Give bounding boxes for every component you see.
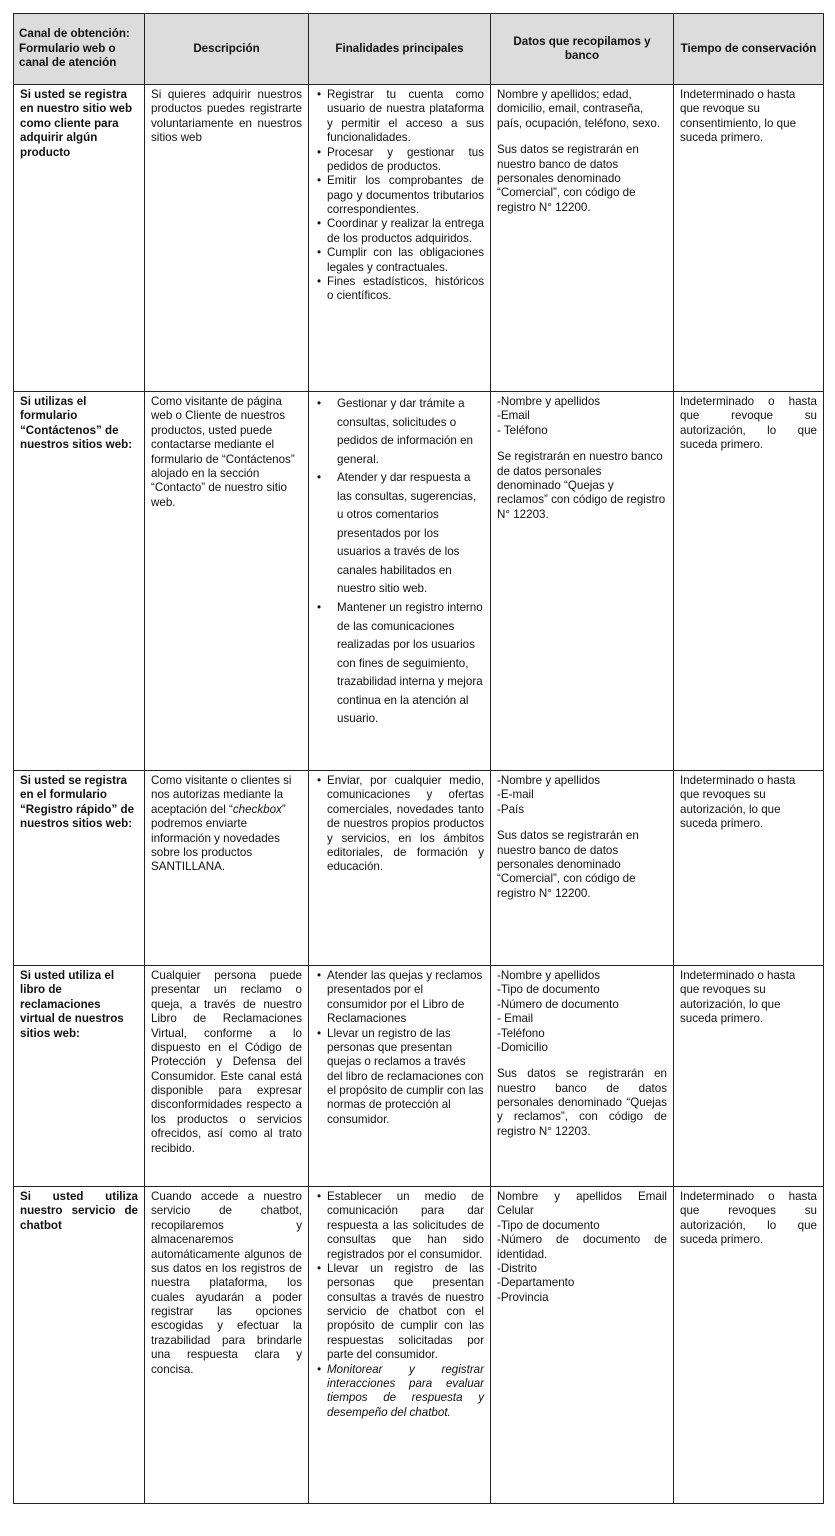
cell-datos [491, 85, 674, 392]
datos-line: Nombre y apellidos Email Celular [497, 1190, 667, 1218]
cell-descripcion: Cuando accede a nuestro servicio de chatbot, recopilaremos y almacenaremos automáticamente algunos de sus datos en los registros de nuestra plataforma, los cuales ayudarán a poder registrar las opciones escogidas y efectuar la trazabilidad para brindarle una respuesta clara y concisa. [145, 1187, 309, 1504]
cell-datos [491, 392, 674, 771]
list-item: • Enviar, por cualquier medio, comunicaciones y ofertas comerciales, novedades tanto de nuestros propios productos y servicios, en los ámbitos editoriales, de formación y educación. [327, 774, 484, 875]
cell-datos [491, 771, 674, 966]
cell-descripcion: Si quieres adquirir nuestros productos puedes registrarte voluntariamente en nuestros sitios web [145, 85, 309, 392]
datos-banco: Sus datos se registrarán en nuestro banco de datos personales denominado “Comercial”, con código de registro N° 12200. [497, 143, 639, 214]
cell-finalidades [309, 966, 491, 1187]
datos-line: -Teléfono [497, 1026, 545, 1040]
cell-tiempo: Indeterminado o hasta que revoques su autorización, lo que suceda primero. [674, 1187, 824, 1504]
table-row [14, 1187, 824, 1504]
cell-datos [491, 1187, 674, 1504]
table-row [14, 771, 824, 966]
finalidades-list [315, 969, 484, 1127]
table-header-row [14, 14, 824, 85]
descripcion-text: Como visitante o clientes si nos autorizas mediante la aceptación del “ [151, 774, 292, 816]
list-item: • Atender las quejas y reclamos presentados por el consumidor por el Libro de Reclamaciones [327, 969, 484, 1027]
list-item: • Mantener un registro interno de las comunicaciones realizadas por los usuarios con fines de seguimiento, trazabilidad interna y mejora continua en la atención al usuario. [337, 599, 484, 729]
datos-banco: Se registrarán en nuestro banco de datos personales denominado “Quejas y reclamos” con código de registro N° 12203. [497, 450, 666, 521]
list-item: • Monitorear y registrar interacciones para evaluar tiempos de respuesta y desempeño del chatbot. [327, 1363, 484, 1421]
header-canal: Canal de obtención: Formulario web o canal de atención [14, 14, 145, 85]
list-item: • Llevar un registro de las personas que presentan quejas o reclamos a través del libro de reclamaciones con el propósito de cumplir con las normas de protección al consumidor. [327, 1027, 484, 1128]
list-item: • Emitir los comprobantes de pago y documentos tributarios correspondientes. [327, 174, 484, 217]
cell-canal: Si usted se registra en nuestro sitio web como cliente para adquirir algún producto [14, 85, 145, 392]
cell-canal: Si utilizas el formulario “Contáctenos” de nuestros sitios web: [14, 392, 145, 771]
header-tiempo: Tiempo de conservación [674, 14, 824, 85]
finalidades-list [315, 774, 484, 875]
datos-banco: Sus datos se registrarán en nuestro banco de datos personales denominado “Quejas y reclamos”, con código de registro N° 12203. [497, 1067, 667, 1138]
list-item: • Establecer un medio de comunicación para dar respuesta a las solicitudes de consultas que han sido registrados por el consumidor. [327, 1190, 484, 1262]
cell-tiempo: Indeterminado o hasta que revoques su autorización, lo que suceda primero. [674, 771, 824, 966]
cell-tiempo: Indeterminado o hasta que revoques su autorización, lo que suceda primero. [674, 966, 824, 1187]
list-item: • Registrar tu cuenta como usuario de nuestra plataforma y permitir el acceso a sus funcionalidades. [327, 88, 484, 146]
datos-line: -Número de documento [497, 997, 619, 1011]
cell-descripcion: Como visitante de página web o Cliente de nuestros productos, usted puede contactarse mediante el formulario de “Contáctenos” alojado en la sección “Contacto” de nuestro sitio web. [145, 392, 309, 771]
list-item: • Cumplir con las obligaciones legales y contractuales. [327, 246, 484, 275]
datos-banco: Sus datos se registrarán en nuestro banco de datos personales denominado “Comercial”, con código de registro N° 12200. [497, 829, 639, 900]
cell-datos [491, 966, 674, 1187]
datos-line: -País [497, 802, 525, 816]
checkbox-term: checkbox [232, 802, 282, 816]
table-row [14, 392, 824, 771]
cell-descripcion [145, 771, 309, 966]
datos-line: -Departamento [497, 1276, 575, 1290]
cell-descripcion: Cualquier persona puede presentar un reclamo o queja, a través de nuestro Libro de Reclamaciones Virtual, conforme a lo dispuesto en el Código de Protección y Defensa del Consumidor. Este canal está disponible para expresar disconformidades respecto a los productos o servicios ofrecidos, así como al trato recibido. [145, 966, 309, 1187]
datos-line: -Distrito [497, 1261, 537, 1275]
datos-line: -Nombre y apellidos [497, 969, 601, 982]
table-row [14, 966, 824, 1187]
list-item: • Fines estadísticos, históricos o científicos. [327, 275, 484, 304]
header-finalidades: Finalidades principales [309, 14, 491, 85]
list-item: • Procesar y gestionar tus pedidos de productos. [327, 146, 484, 175]
datos-line: -Tipo de documento [497, 1218, 600, 1232]
finalidades-list [315, 1190, 484, 1420]
descripcion-text: ” podremos enviarte información y novedades sobre los productos SANTILLANA. [151, 802, 286, 874]
cell-tiempo: Indeterminado o hasta que revoque su consentimiento, lo que suceda primero. [674, 85, 824, 392]
list-item: • Llevar un registro de las personas que presentan consultas a través de nuestro servicio de chatbot con el propósito de cumplir con las respuestas solicitadas por parte del consumidor. [327, 1262, 484, 1363]
datos-line: -Nombre y apellidos [497, 774, 601, 787]
cell-tiempo: Indeterminado o hasta que revoque su autorización, lo que suceda primero. [674, 392, 824, 771]
data-processing-table [13, 13, 824, 1504]
finalidades-list [315, 88, 484, 304]
datos-line: - Email [497, 1012, 534, 1026]
datos-line: -Tipo de documento [497, 983, 600, 997]
datos-line: -Domicilio [497, 1040, 548, 1054]
cell-canal: Si usted se registra en el formulario “Registro rápido” de nuestros sitios web: [14, 771, 145, 966]
datos-line: -Número de documento de identidad. [497, 1233, 667, 1261]
list-item: • Coordinar y realizar la entrega de los productos adquiridos. [327, 217, 484, 246]
datos-line: -E-mail [497, 788, 534, 802]
finalidades-list [315, 395, 484, 729]
datos-list: Nombre y apellidos; edad, domicilio, email, contraseña, país, ocupación, teléfono, sexo. [497, 88, 661, 130]
table-row [14, 85, 824, 392]
cell-canal: Si usted utiliza nuestro servicio de chatbot [14, 1187, 145, 1504]
list-item: • Atender y dar respuesta a las consultas, sugerencias, u otros comentarios presentados por los usuarios a través de los canales habilitados en nuestro sitio web. [337, 469, 484, 599]
cell-finalidades [309, 1187, 491, 1504]
cell-canal: Si usted utiliza el libro de reclamaciones virtual de nuestros sitios web: [14, 966, 145, 1187]
datos-line: - Teléfono [497, 423, 548, 437]
list-item: • Gestionar y dar trámite a consultas, solicitudes o pedidos de información en general. [337, 395, 484, 469]
cell-finalidades [309, 392, 491, 771]
cell-finalidades [309, 771, 491, 966]
datos-line: -Email [497, 409, 530, 423]
datos-line: -Nombre y apellidos [497, 395, 601, 408]
datos-line: -Provincia [497, 1290, 549, 1304]
cell-finalidades [309, 85, 491, 392]
header-datos: Datos que recopilamos y banco [491, 14, 674, 85]
header-descripcion: Descripción [145, 14, 309, 85]
